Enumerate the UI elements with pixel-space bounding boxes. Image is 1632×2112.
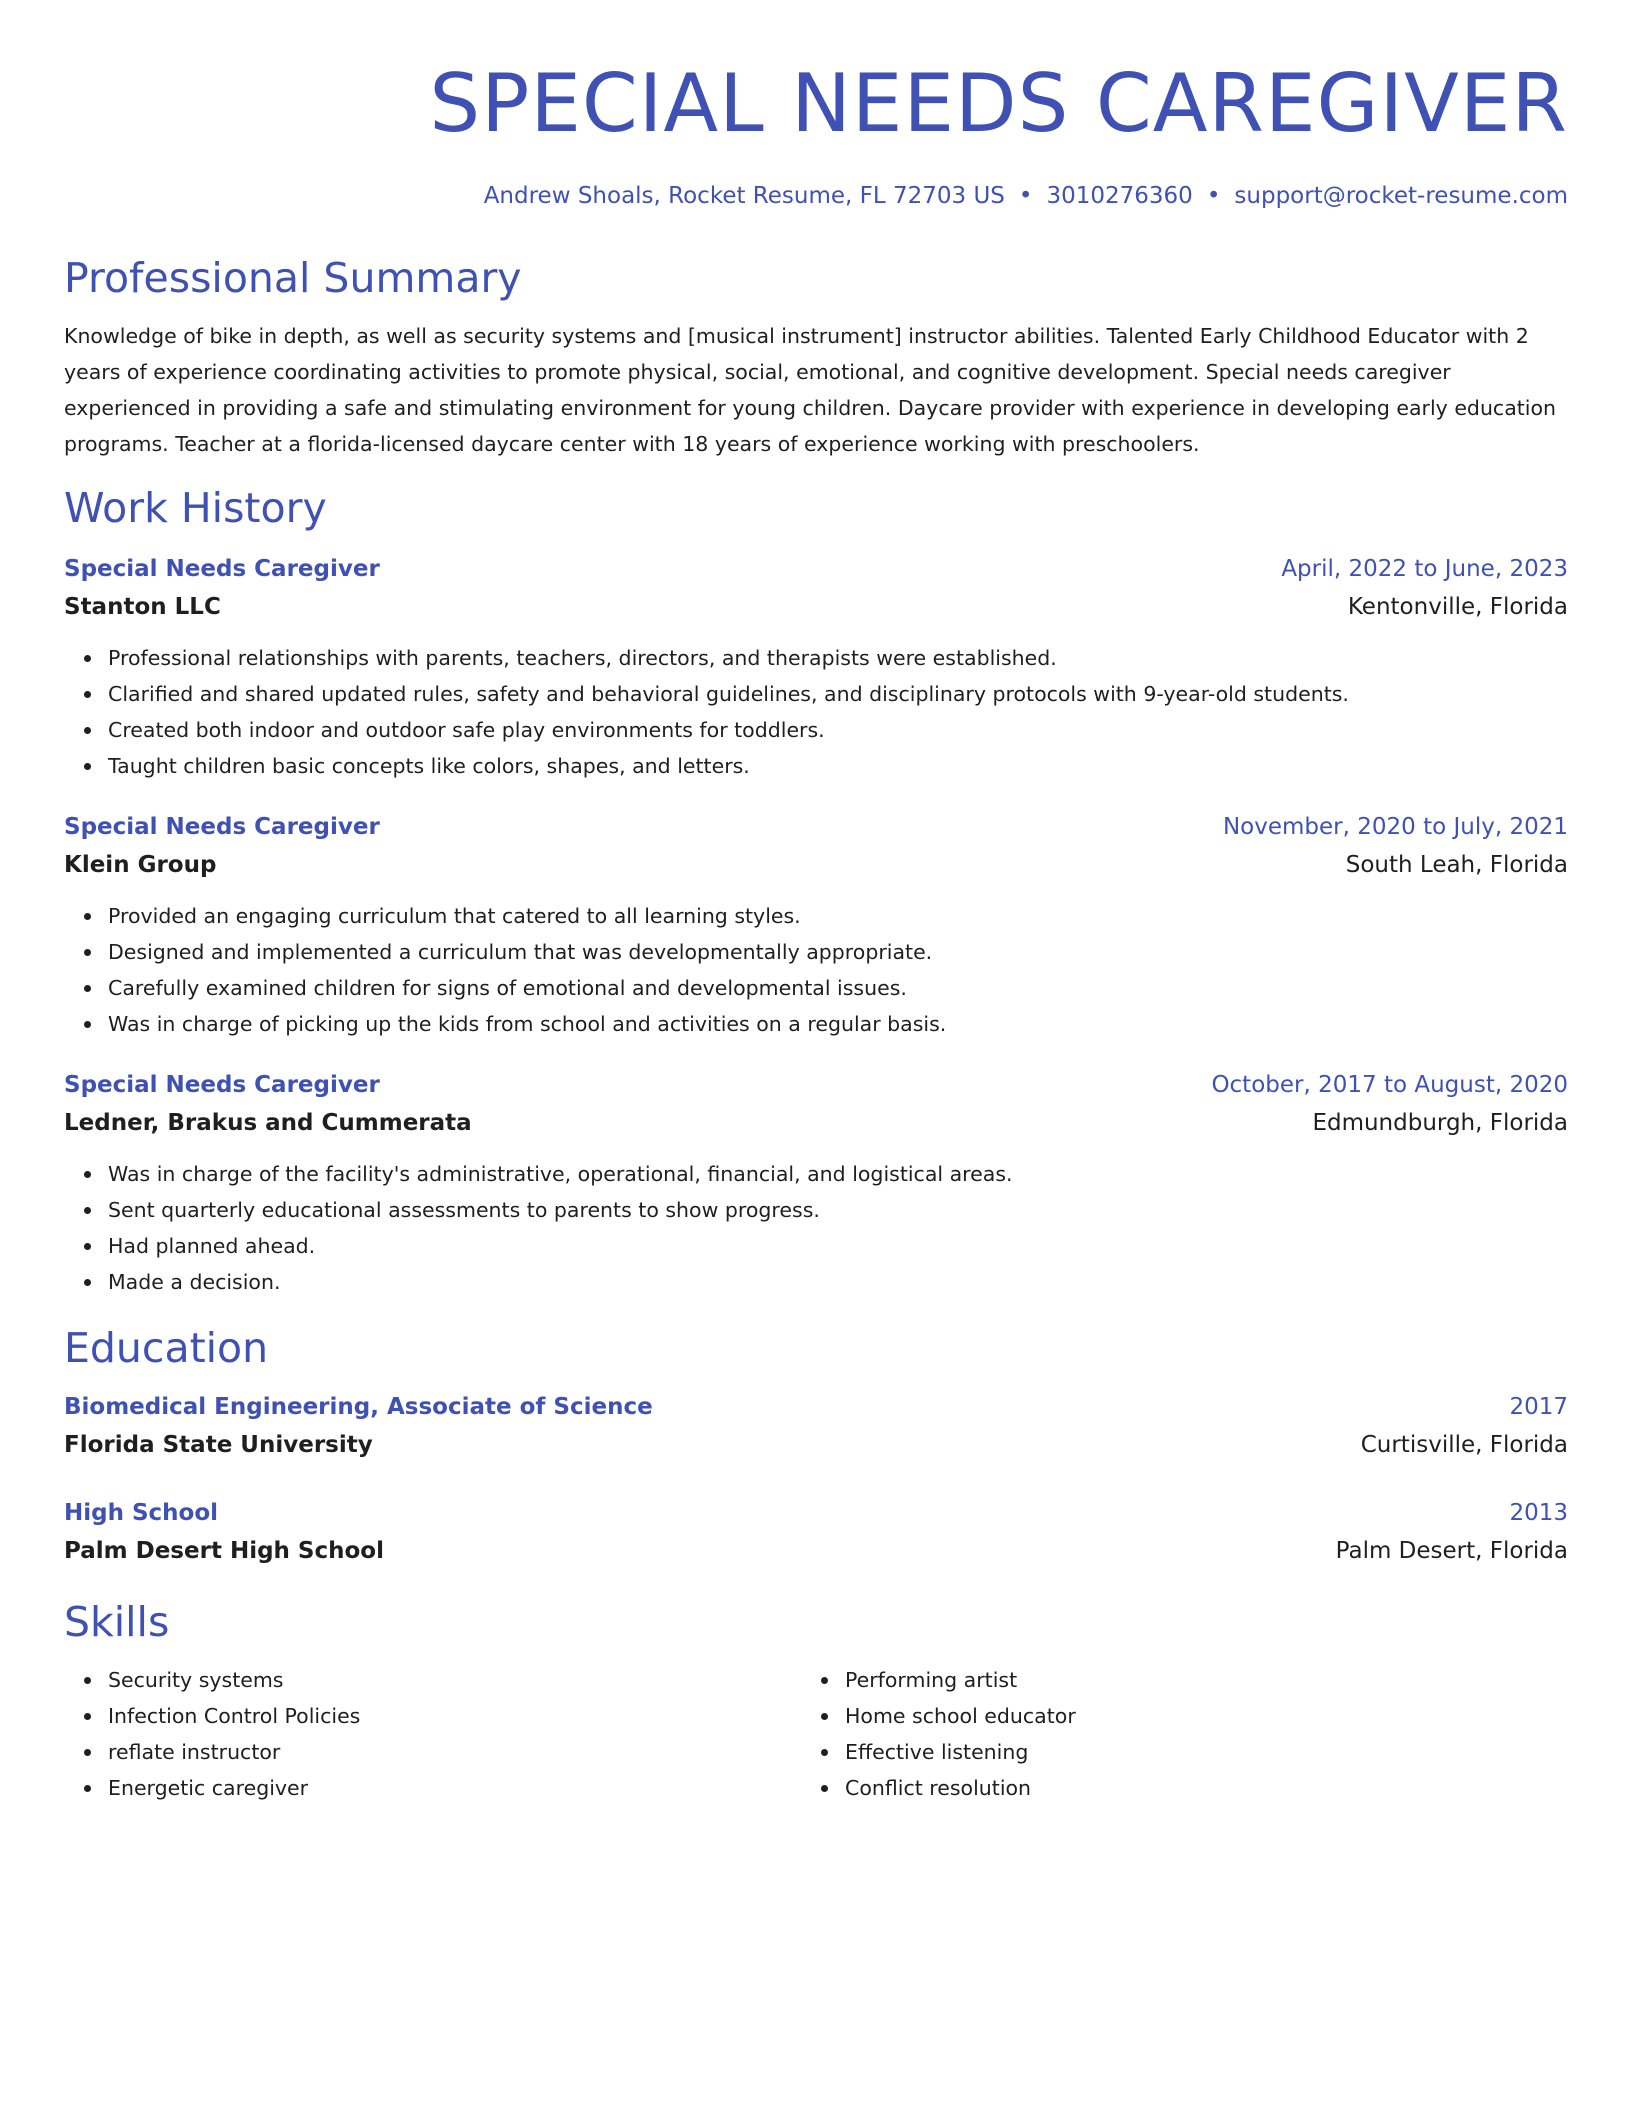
job-role: Special Needs Caregiver <box>64 814 380 840</box>
job-location: Kentonville, Florida <box>1347 594 1568 620</box>
job-bullet: Was in charge of the facility's administrative, operational, financial, and logistical areas. <box>108 1156 1568 1192</box>
skill-item: Energetic caregiver <box>108 1770 801 1806</box>
job-bullets <box>64 1156 1568 1300</box>
job-role: Special Needs Caregiver <box>64 1072 380 1098</box>
job-bullet: Sent quarterly educational assessments to parents to show progress. <box>108 1192 1568 1228</box>
education-entry <box>64 1494 1568 1570</box>
job-bullet: Was in charge of picking up the kids from school and activities on a regular basis. <box>108 1006 1568 1042</box>
job-entry <box>64 1066 1568 1300</box>
skills-heading: Skills <box>64 1598 170 1646</box>
resume-title: SPECIAL NEEDS CAREGIVER <box>429 57 1568 150</box>
job-company: Klein Group <box>64 852 217 878</box>
job-entry <box>64 808 1568 1042</box>
skill-item: Effective listening <box>845 1734 1538 1770</box>
contact-email: support@rocket-resume.com <box>1234 183 1568 209</box>
job-company: Ledner, Brakus and Cummerata <box>64 1110 472 1136</box>
education-degree: High School <box>64 1500 219 1526</box>
job-entry <box>64 550 1568 784</box>
job-bullet: Had planned ahead. <box>108 1228 1568 1264</box>
skill-item: reflate instructor <box>108 1734 801 1770</box>
skills-column-right <box>801 1662 1538 1806</box>
job-bullet: Clarified and shared updated rules, safety and behavioral guidelines, and disciplinary protocols with 9-year-old students. <box>108 676 1568 712</box>
skills-list <box>801 1662 1538 1806</box>
skill-item: Home school educator <box>845 1698 1538 1734</box>
work-history-heading: Work History <box>64 484 327 532</box>
job-company: Stanton LLC <box>64 594 221 620</box>
job-bullet: Provided an engaging curriculum that catered to all learning styles. <box>108 898 1568 934</box>
job-bullets <box>64 640 1568 784</box>
contact-line <box>64 180 1568 212</box>
skill-item: Security systems <box>108 1662 801 1698</box>
skill-item: Conflict resolution <box>845 1770 1538 1806</box>
contact-address: Andrew Shoals, Rocket Resume, FL 72703 US <box>483 183 1005 209</box>
education-heading: Education <box>64 1324 269 1372</box>
summary-heading: Professional Summary <box>64 254 522 302</box>
job-dates: October, 2017 to August, 2020 <box>1211 1072 1568 1098</box>
contact-separator: • <box>1018 183 1033 209</box>
job-role: Special Needs Caregiver <box>64 556 380 582</box>
job-bullets <box>64 898 1568 1042</box>
skill-item: Infection Control Policies <box>108 1698 801 1734</box>
job-bullet: Professional relationships with parents, teachers, directors, and therapists were established. <box>108 640 1568 676</box>
job-dates: April, 2022 to June, 2023 <box>1281 556 1568 582</box>
job-location: South Leah, Florida <box>1345 852 1568 878</box>
job-bullet: Made a decision. <box>108 1264 1568 1300</box>
summary-text: Knowledge of bike in depth, as well as security systems and [musical instrument] instructor abilities. Talented Early Childhood Educator with 2 years of experience coordinating activities to promote physical, social, emotional, and cognitive development. Special needs caregiver experienced in providing a safe and stimulating environment for young children. Daycare provider with experience in developing early education programs. Teacher at a florida-licensed daycare center with 18 years of experience working with preschoolers. <box>64 324 1557 456</box>
job-location: Edmundburgh, Florida <box>1312 1110 1568 1136</box>
job-dates: November, 2020 to July, 2021 <box>1222 814 1568 840</box>
education-school: Florida State University <box>64 1432 373 1458</box>
job-bullet: Designed and implemented a curriculum that was developmentally appropriate. <box>108 934 1568 970</box>
education-school: Palm Desert High School <box>64 1538 384 1564</box>
education-year: 2013 <box>1509 1500 1568 1526</box>
contact-separator: • <box>1206 183 1221 209</box>
skills-list <box>64 1662 801 1806</box>
skill-item: Performing artist <box>845 1662 1538 1698</box>
education-entry <box>64 1388 1568 1464</box>
job-bullet: Created both indoor and outdoor safe play environments for toddlers. <box>108 712 1568 748</box>
education-location: Curtisville, Florida <box>1360 1432 1568 1458</box>
job-bullet: Carefully examined children for signs of emotional and developmental issues. <box>108 970 1568 1006</box>
education-location: Palm Desert, Florida <box>1335 1538 1568 1564</box>
contact-phone: 3010276360 <box>1046 183 1193 209</box>
skills-column-left <box>64 1662 801 1806</box>
job-bullet: Taught children basic concepts like colors, shapes, and letters. <box>108 748 1568 784</box>
education-degree: Biomedical Engineering, Associate of Science <box>64 1394 653 1420</box>
skills-grid <box>64 1662 1568 1806</box>
education-year: 2017 <box>1509 1394 1568 1420</box>
